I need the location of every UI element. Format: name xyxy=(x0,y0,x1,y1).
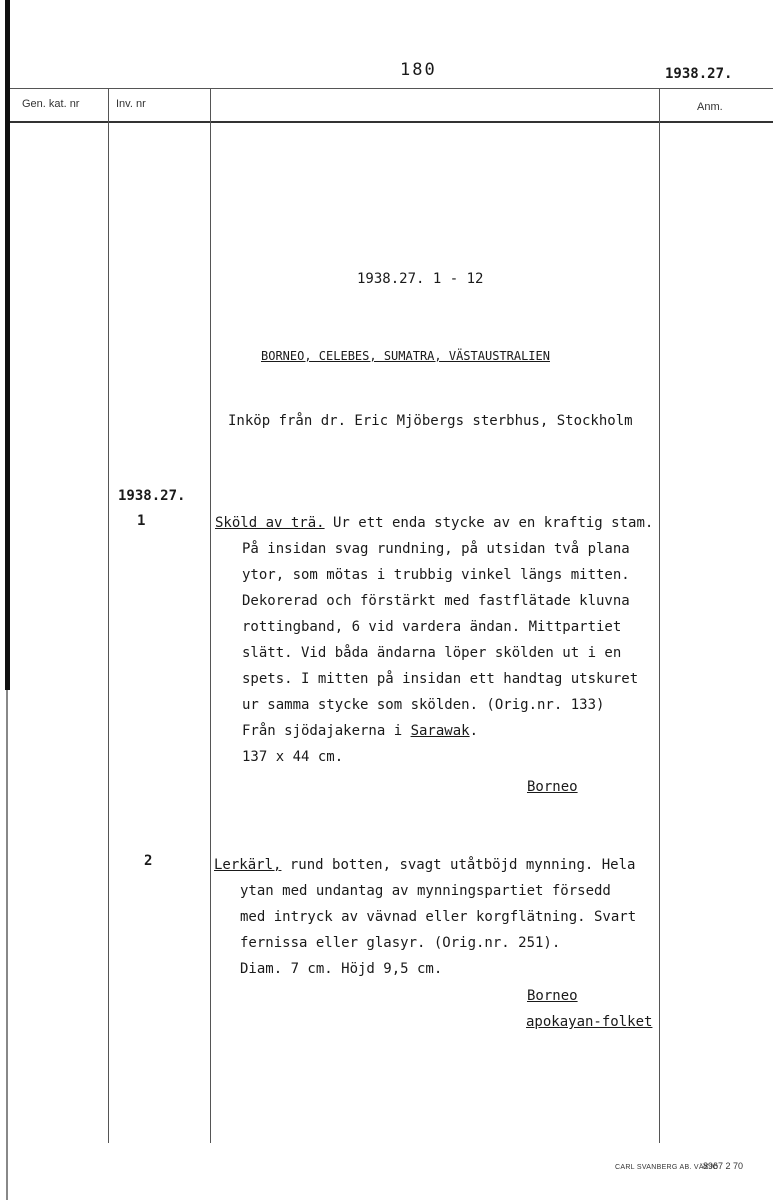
collection-range: 1938.27. 1 - 12 xyxy=(357,271,484,287)
col-header-inv: Inv. nr xyxy=(116,98,146,110)
entry-line: rottingband, 6 vid vardera ändan. Mittpartiet xyxy=(242,619,622,635)
col-divider-text-anm xyxy=(659,88,660,1143)
binding-edge-faint xyxy=(6,690,8,1200)
entry-line: På insidan svag rundning, på utsidan två plana xyxy=(242,541,630,557)
entry-line: med intryck av vävnad eller korgflätning. Svart xyxy=(240,909,637,925)
entry-line: ytan med undantag av mynningspartiet försedd xyxy=(240,883,611,899)
entry-title: Lerkärl, xyxy=(214,857,282,873)
entry-line: Från sjödajakerna i Sarawak. xyxy=(242,723,479,739)
col-header-gen-kat: Gen. kat. nr xyxy=(22,98,80,110)
entry-line: 137 x 44 cm. xyxy=(242,749,344,765)
entry-people: apokayan-folket xyxy=(526,1014,653,1030)
collection-regions: BORNEO, CELEBES, SUMATRA, VÄSTAUSTRALIEN xyxy=(261,349,550,363)
entry-2-body xyxy=(240,878,636,982)
col-divider-inv-text xyxy=(210,88,211,1143)
entry-2-text xyxy=(214,852,635,878)
entry-line: Ur ett enda stycke av en kraftig stam. xyxy=(324,515,654,531)
binding-edge xyxy=(5,0,10,690)
entry-line: spets. I mitten på insidan ett handtag utskuret xyxy=(242,671,639,687)
entry-1-body xyxy=(242,536,638,770)
printer-imprint: CARL SVANBERG AB. VÄXJÖ xyxy=(615,1164,719,1171)
entry-line: rund botten, svagt utåtböjd mynning. Hela xyxy=(281,857,636,873)
page-number: 180 xyxy=(400,60,437,80)
col-divider-gen-inv xyxy=(108,88,109,1143)
entry-1-text xyxy=(215,510,653,536)
place-sarawak: Sarawak xyxy=(410,723,470,739)
entry-line: Dekorerad och förstärkt med fastflätade kluvna xyxy=(242,593,630,609)
entry-place: Borneo xyxy=(527,988,578,1004)
form-code: 8967 2 70 xyxy=(703,1161,744,1171)
entry-title: Sköld av trä. xyxy=(215,515,325,531)
entry-line: ur samma stycke som skölden. (Orig.nr. 133) xyxy=(242,697,605,713)
entry-line: Diam. 7 cm. Höjd 9,5 cm. xyxy=(240,961,443,977)
inv-prefix: 1938.27. xyxy=(118,488,186,504)
entry-line: slätt. Vid båda ändarna löper skölden ut i en xyxy=(242,645,622,661)
entry-place: Borneo xyxy=(527,779,578,795)
collection-acquisition: Inköp från dr. Eric Mjöbergs sterbhus, Stockholm xyxy=(228,413,633,429)
col-header-anm: Anm. xyxy=(697,101,723,113)
inv-number: 2 xyxy=(144,853,153,869)
entry-line: ytor, som mötas i trubbig vinkel längs mitten. xyxy=(242,567,630,583)
year-code: 1938.27. xyxy=(665,66,733,82)
entry-line: fernissa eller glasyr. (Orig.nr. 251). xyxy=(240,935,561,951)
inv-number: 1 xyxy=(137,513,146,529)
